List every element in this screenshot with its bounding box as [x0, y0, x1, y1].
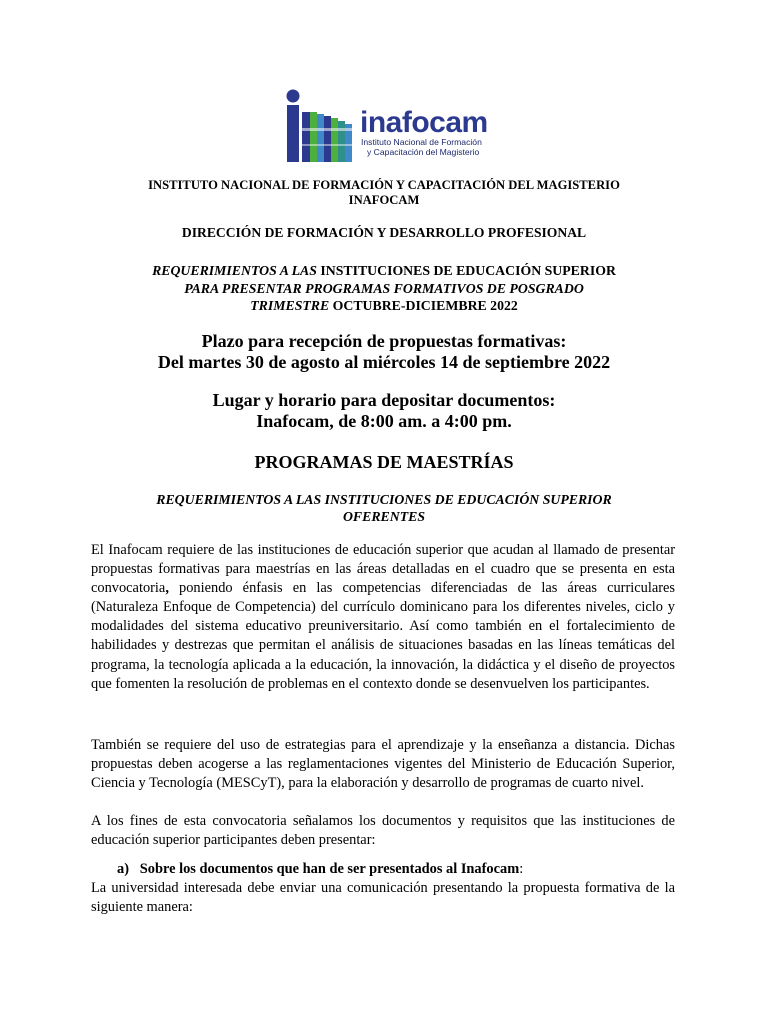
- req-normal-1: INSTITUCIONES DE EDUCACIÓN SUPERIOR: [316, 263, 616, 278]
- paragraph-4: La universidad interesada debe enviar una comunicación presentando la propuesta formativa de la siguiente manera:: [91, 880, 675, 916]
- logo-subtitle: [361, 137, 482, 157]
- paragraph-1: [91, 541, 675, 694]
- paragraph-2: También se requiere del uso de estrategias para el aprendizaje y la enseñanza a distancia. Dichas propuestas deben acogerse a las reglamentaciones vigentes del Ministerio de Educación Superior, Ciencia y Tecnología (MESCyT), para la elaboración y desarrollo de programas de cuarto nivel.: [91, 737, 675, 792]
- logo-subtitle-line2: y Capacitación del Magisterio: [367, 147, 480, 157]
- direction-title: DIRECCIÓN DE FORMACIÓN Y DESARROLLO PROFESIONAL: [181, 225, 587, 240]
- logo-subtitle-line1: Instituto Nacional de Formación: [361, 137, 482, 147]
- req-normal-3: OCTUBRE-DICIEMBRE 2022: [329, 298, 518, 313]
- logo-mark-icon: [283, 88, 359, 164]
- requirements-heading: [0, 491, 768, 525]
- item-a-colon: :: [519, 861, 524, 877]
- item-a-label: a): [117, 861, 129, 877]
- paragraph-3: A los fines de esta convocatoria señalamos los documentos y requisitos que las instituciones de educación superior participantes deben presentar:: [91, 813, 675, 849]
- institute-line1: INSTITUTO NACIONAL DE FORMACIÓN Y CAPACITACIÓN DEL MAGISTERIO: [148, 178, 620, 192]
- deadline-title: Plazo para recepción de propuestas formativas:: [201, 331, 567, 351]
- paragraph-1-part2: poniendo énfasis en las competencias diferenciadas de las áreas curriculares (Naturaleza Enfoque de Competencia) del currículo dominicano para los diferentes niveles, ciclo y modalidades del sistema educativo preuniversitario. Así como también en el fortalecimiento de habilidades y destrezas que permitan el análisis de situaciones basadas en las líneas temáticas del programa, la tecnología aplicada a la educación, la innovación, la didáctica y el diseño de proyectos que fomenten la resolución de problemas en el contexto donde se desenvuelven los participantes.: [91, 580, 675, 692]
- location-title: Lugar y horario para depositar documentos:: [212, 390, 556, 410]
- item-a-heading: Sobre los documentos que han de ser presentados al Inafocam: [139, 861, 520, 877]
- deadline-block: [0, 331, 768, 373]
- requirements-heading-line2: OFERENTES: [342, 509, 426, 524]
- req-italic-3: TRIMESTRE: [250, 298, 330, 313]
- req-italic-1: REQUERIMIENTOS A LAS: [152, 263, 317, 278]
- institute-name: [0, 178, 768, 208]
- location-block: [0, 390, 768, 432]
- inafocam-logo: [283, 88, 493, 164]
- location-detail: Inafocam, de 8:00 am. a 4:00 pm.: [256, 411, 512, 431]
- requirements-title: [0, 262, 768, 315]
- deadline-dates: Del martes 30 de agosto al miércoles 14 de septiembre 2022: [157, 352, 611, 372]
- paragraph-1-part1: El Inafocam requiere de las instituciones de educación superior que acudan al llamado de presentar propuestas formativas para maestrías en las áreas detalladas en el cuadro que se presenta en esta convocatoria: [91, 542, 675, 597]
- paragraph-1-comma: ,: [165, 580, 169, 597]
- institute-line2: INAFOCAM: [348, 193, 420, 207]
- requirements-heading-line1: REQUERIMIENTOS A LAS INSTITUCIONES DE EDUCACIÓN SUPERIOR: [156, 492, 612, 507]
- req-italic-2: PARA PRESENTAR PROGRAMAS FORMATIVOS DE POSGRADO: [184, 280, 584, 296]
- list-item-a: [117, 860, 523, 879]
- logo-wordmark: inafocam: [360, 106, 488, 139]
- programs-heading: PROGRAMAS DE MAESTRÍAS: [254, 452, 514, 472]
